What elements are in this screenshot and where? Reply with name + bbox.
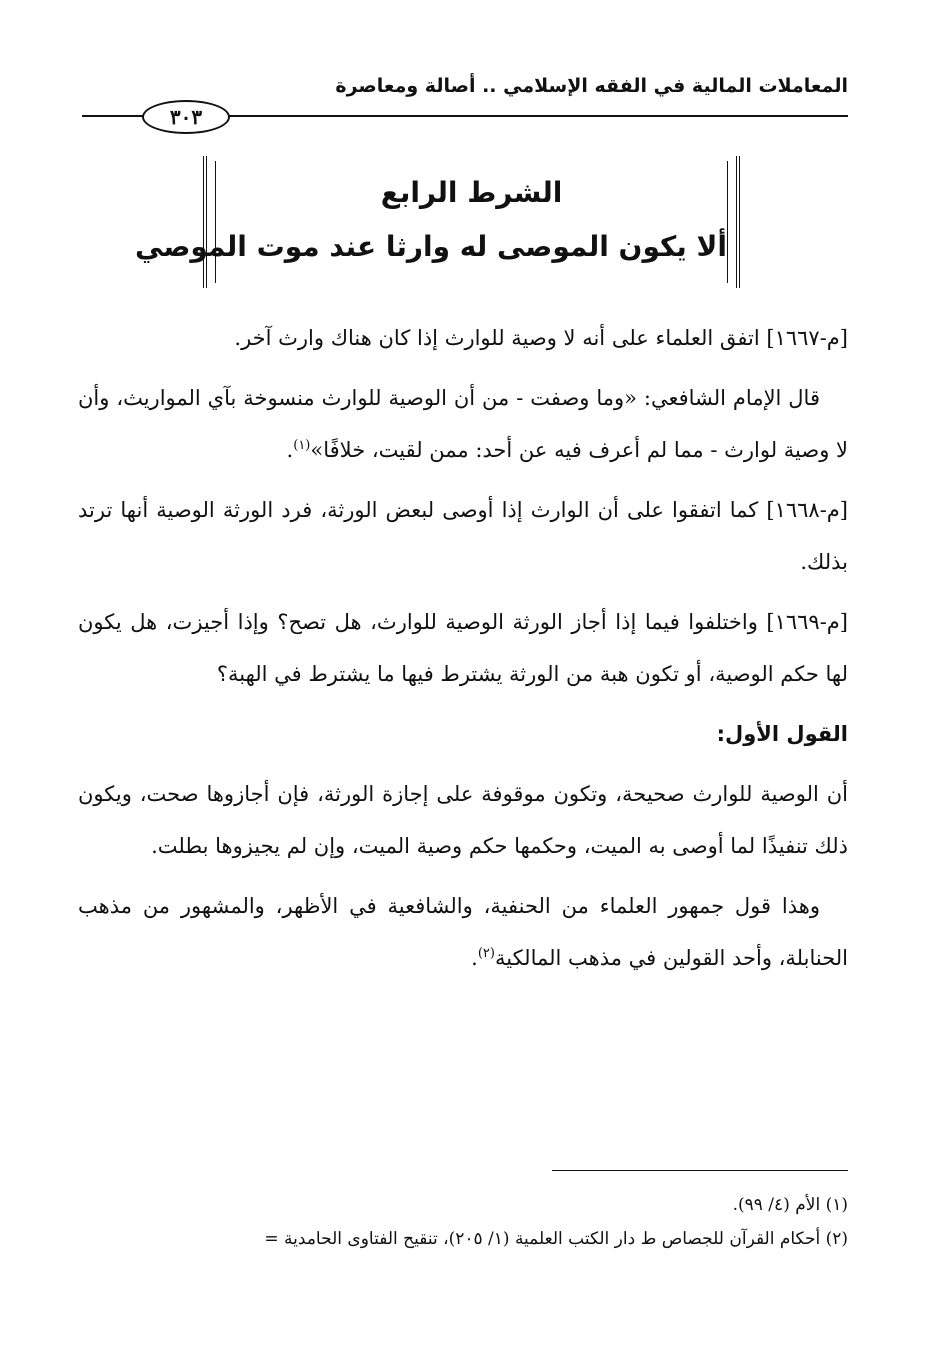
footnote-1: (١) الأم (٤/ ٩٩). [732,1195,848,1215]
body-text [78,312,848,992]
subheading-first-opinion: القول الأول: [716,722,848,746]
footnote-ref-1: (١) [293,438,311,453]
paragraph-majority [78,880,848,984]
paragraph-first-opinion: أن الوصية للوارث صحيحة، وتكون موقوفة على إجازة الورثة، فإن أجازوها صحت، ويكون ذلك تنفيذًا لما أوصى به الميت، وحكمها حكم وصية الميت، وإن لم يجيزوها بطلت. [78,782,848,858]
paragraph-1667: [م-١٦٦٧] اتفق العلماء على أنه لا وصية للوارث إذا كان هناك وارث آخر. [234,326,848,350]
running-title: المعاملات المالية في الفقه الإسلامي .. أصالة ومعاصرة [335,75,848,97]
section-heading-subtitle: ألا يكون الموصى له وارثا عند موت الموصي [135,230,727,263]
footnote-rule [552,1170,848,1171]
paragraph-shafii-quote [78,372,848,476]
paragraph-majority-text: وهذا قول جمهور العلماء من الحنفية، والشافعية في الأظهر، والمشهور من مذهب الحنابلة، وأحد القولين في مذهب المالكية [78,894,848,970]
section-heading-title: الشرط الرابع [380,176,563,209]
paragraph-1669: [م-١٦٦٩] واختلفوا فيما إذا أجاز الورثة الوصية للوارث، هل تصح؟ وإذا أجيزت، هل يكون لها حكم الوصية، أو تكون هبة من الورثة يشترط فيها ما يشترط في الهبة؟ [78,610,848,686]
paragraph-end-mark: . [286,438,294,462]
footnote-2: (٢) أحكام القرآن للجصاص ط دار الكتب العلمية (١/ ٢٠٥)، تنقيح الفتاوى الحامدية = [264,1229,848,1249]
footnotes [78,1188,848,1256]
paragraph-shafii-quote-text: قال الإمام الشافعي: «وما وصفت - من أن الوصية للوارث منسوخة بآي المواريث، وأن لا وصية لوارث - مما لم أعرف فيه عن أحد: ممن لقيت، خلافًا» [78,386,848,462]
page-number: ٣٠٣ [142,100,230,134]
section-heading-frame [135,156,740,288]
paragraph-end-mark: . [471,946,478,970]
footnote-ref-2: (٢) [477,946,495,961]
section-heading [135,161,728,283]
paragraph-1668: [م-١٦٦٨] كما اتفقوا على أن الوارث إذا أوصى لبعض الورثة، فرد الورثة الوصية أنها ترتد بذلك. [78,498,848,574]
